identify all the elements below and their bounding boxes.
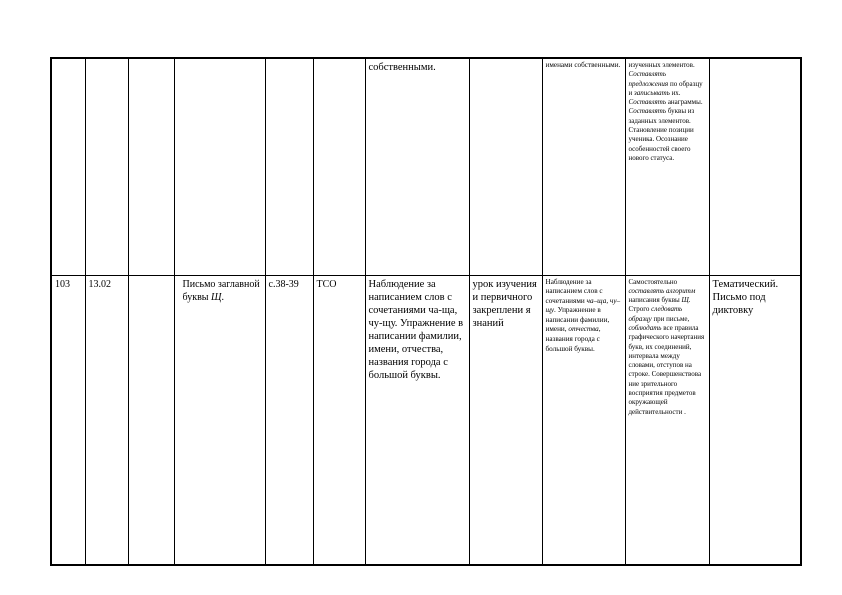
date-cell [85, 58, 128, 275]
activity-fragment: их. [671, 88, 681, 97]
learning-activities-text: именами собственными. [545, 61, 621, 69]
patronymic-word: отчества [568, 325, 599, 334]
content-text: Наблюдение за написанием слов с сочетаниями ча-ща, чу-щу. Упражнение в написании фамилии, имени, отчества, названия города с большой буквы. [368, 278, 464, 381]
lesson-type-text: урок изучения и первичного закреплени я знаний [472, 278, 537, 329]
fact-date-cell [128, 58, 174, 275]
topic-cell [174, 275, 265, 565]
pages-text: с.38-39 [268, 278, 299, 290]
student-activities-cell [625, 275, 709, 565]
activity-fragment: буквы из заданных элементов. Становление позиции ученика. Осознание особенностей своего нового статуса. [628, 107, 695, 162]
activity-fragment: Составлять [628, 107, 667, 116]
activity-fragment: алгоритм [666, 286, 696, 295]
date-cell [85, 275, 128, 565]
content-cell [365, 275, 469, 565]
learning-activities-cell [542, 275, 625, 565]
activity-fragment: соблюдать [628, 323, 662, 332]
activity-fragment: все правила графического начертания букв, их соединений, интервала между словами, отступов на строке. Совершенствова ние зрительного восприятия предметов окружающей действительности . [628, 323, 705, 416]
activity-fragment: Самостоятельно [628, 277, 678, 286]
student-activities-cell [625, 58, 709, 275]
topic-suffix: . [221, 291, 224, 303]
learning-activities-cell [542, 58, 625, 275]
table-row [51, 58, 801, 275]
activity-fragment: Строго [628, 305, 650, 314]
lesson-number: 103 [55, 278, 70, 290]
topic-letter: Щ [211, 291, 222, 303]
table-row [51, 275, 801, 565]
activity-fragment: Составлять [628, 70, 667, 79]
num-cell [51, 275, 85, 565]
control-text: Тематический. Письмо под диктовку [712, 278, 779, 316]
learning-activities-text: Наблюдение за написанием слов с сочетаниями [545, 277, 603, 305]
equipment-cell [313, 275, 365, 565]
lesson-type-cell [469, 275, 542, 565]
lesson-plan-table [50, 57, 802, 566]
activity-fragment: предложения [628, 79, 669, 88]
lesson-type-cell [469, 58, 542, 275]
learning-activities-text: . Упражнение в написании фамилии, имени, [545, 306, 610, 334]
equipment-cell [313, 58, 365, 275]
control-cell [709, 58, 801, 275]
activity-fragment: изученных элементов. [628, 61, 695, 69]
fact-date-cell [128, 275, 174, 565]
pages-cell [265, 275, 313, 565]
activity-fragment: при письме, [653, 314, 690, 323]
lesson-date: 13.02 [88, 278, 111, 290]
pages-cell [265, 58, 313, 275]
topic-cell [174, 58, 265, 275]
equipment-text: ТСО [316, 278, 337, 290]
activity-fragment: Составлять [628, 98, 667, 107]
activity-fragment: анаграммы. [667, 98, 703, 107]
learning-activities-text: , названия города с большой буквы. [545, 325, 601, 353]
activity-fragment: следовать образцу [628, 305, 683, 323]
activity-fragment: Щ. [681, 296, 691, 305]
syllables-text: ча–ща, чу–щу [545, 296, 621, 315]
topic-text: Письмо заглавной буквы [182, 278, 260, 303]
control-cell [709, 275, 801, 565]
num-cell [51, 58, 85, 275]
content-text: собственными. [368, 62, 436, 73]
activity-fragment: по образцу и [628, 79, 703, 97]
activity-fragment: написания буквы [628, 296, 680, 305]
activity-fragment: составлять [628, 286, 665, 295]
content-cell [365, 58, 469, 275]
activity-fragment: записывать [634, 88, 670, 97]
